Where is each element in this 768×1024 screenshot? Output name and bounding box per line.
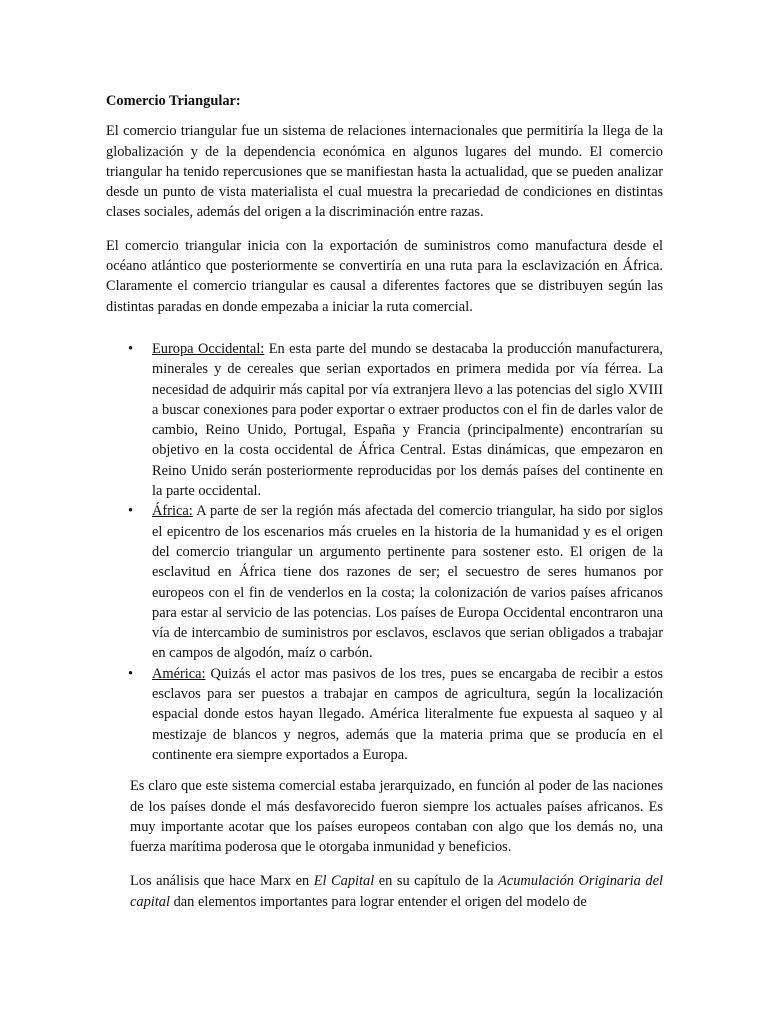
hierarchy-paragraph: Es claro que este sistema comercial estaba jerarquizado, en función al poder de las naciones de los países donde el más desfavorecido fueron siempre los actuales países africanos. Es muy importante acotar que los países europeos contaban con algo que los demás no, una fuerza marítima poderosa que le otorgaba inmunidad y beneficios.	[130, 778, 663, 856]
marx-text-3: dan elementos importantes para lograr entender el origen del modelo de	[169, 893, 587, 910]
bullet-term-europa: Europa Occidental:	[152, 340, 265, 357]
bullet-text-europa: En esta parte del mundo se destacaba la producción manufacturera, minerales y de cereales que serian exportados en primera medida por vía férrea. La necesidad de adquirir más capital por vía extranjera llevo a las potencias del siglo XVIII a buscar conexiones para poder exportar o extraer productos con el fin de darles valor de cambio, Reino Unido, Portugal, España y Francia (principalmente) encontrarían su objetivo en la costa occidental de África Central. Estas dinámicas, que empezaron en Reino Unido serán posteriormente reproducidas por los demás países del continente en la parte occidental.	[152, 340, 663, 500]
bullet-term-africa: África:	[152, 503, 193, 520]
document-page	[106, 91, 663, 925]
bullet-term-america: América:	[152, 665, 206, 682]
list-item-europa	[106, 339, 663, 501]
book-title-el-capital: El Capital	[313, 873, 375, 890]
regions-list	[106, 339, 663, 765]
list-item-africa	[106, 501, 663, 663]
intro-paragraph: El comercio triangular fue un sistema de relaciones internacionales que permitiría la llega de la globalización y de la dependencia económica en algunos lugares del mundo. El comercio triangular ha tenido repercusiones que se manifiestan hasta la actualidad, que se pueden analizar desde un punto de vista materialista el cual muestra la precariedad de condiciones en distintas clases sociales, además del origen a la discriminación entre razas.	[106, 123, 663, 221]
bullet-text-africa: A parte de ser la región más afectada del comercio triangular, ha sido por siglos el epicentro de los escenarios más crueles en la historia de la humanidad y es el origen del comercio triangular un argumento pertinente para sostener esto. El origen de la esclavitud en África tiene dos razones de ser; el secuestro de seres humanos por europeos con el fin de venderlos en la costa; la colonización de varios países africanos para estar al servicio de las potencias. Los países de Europa Occidental encontraron una vía de intercambio de suministros por esclavos, esclavos que serian obligados a trabajar en campos de algodón, maíz o carbón.	[152, 503, 663, 662]
list-item-america	[106, 664, 663, 765]
document-title: Comercio Triangular:	[106, 93, 241, 109]
marx-paragraph	[130, 871, 663, 912]
marx-text-2: en su capítulo de la	[374, 873, 499, 890]
bullet-text-america: Quizás el actor mas pasivos de los tres, pues se encargaba de recibir a estos esclavos para ser puestos a trabajar en campos de agricultura, según la localización espacial donde estos hayan llegado. América literalmente fue expuesta al saqueo y al mestizaje de blancos y negros, además que la materia prima que se producía en el continente era siempre exportados a Europa.	[152, 665, 663, 763]
marx-text-1: Los análisis que hace Marx en	[130, 873, 314, 890]
bullet-icon: •	[128, 340, 134, 357]
bullet-icon: •	[128, 665, 134, 682]
chapter-title-acumulacion: Acumulación Originaria del capital	[130, 873, 663, 910]
route-paragraph: El comercio triangular inicia con la exportación de suministros como manufactura desde el océano atlántico que posteriormente se convertiría en una ruta para la esclavización en África. Claramente el comercio triangular es causal a diferentes factores que se distribuyen según las distintas paradas en donde empezaba a iniciar la ruta comercial.	[106, 237, 663, 315]
bullet-icon: •	[128, 503, 134, 520]
